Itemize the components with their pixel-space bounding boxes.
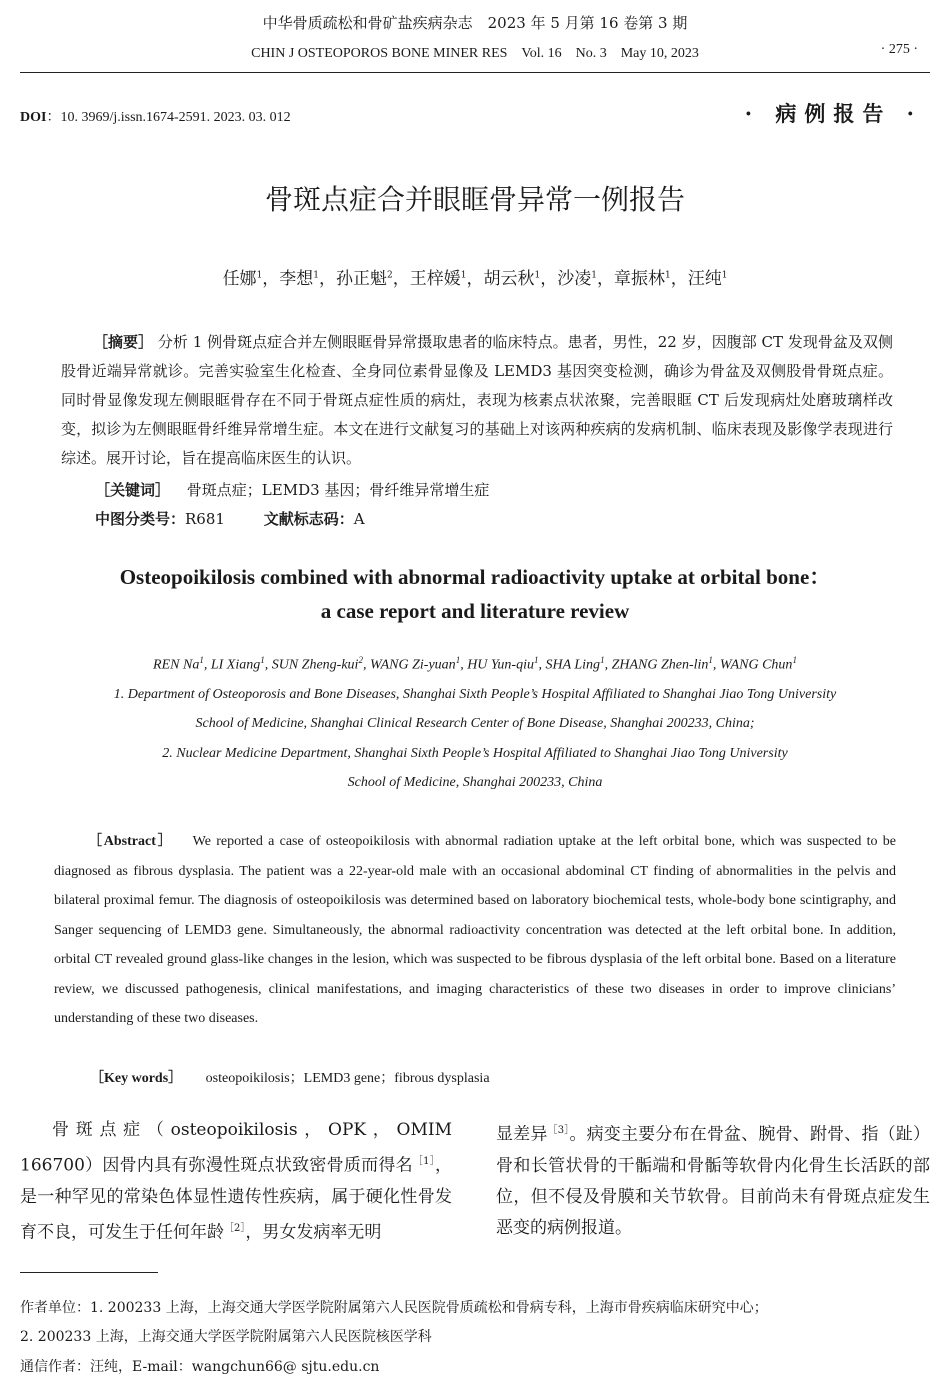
footnote-correspondence[interactable]: 通信作者：汪纯，E-mail：wangchun66@ sjtu.edu.cn [20, 1359, 380, 1375]
author-affiliation-mark: 1 [792, 655, 797, 665]
header-rule [20, 72, 930, 73]
title-en [0, 560, 950, 628]
author-en: SHA Ling [545, 657, 601, 673]
abstract-cn [61, 328, 893, 473]
author-cn: 沙凌 [557, 269, 592, 289]
author-en: WANG Chun [719, 657, 793, 673]
author-en: ZHANG Zhen-lin [611, 657, 709, 673]
author-affiliation-mark: 2 [387, 270, 393, 281]
author-en: LI Xiang [210, 657, 261, 673]
citation-2[interactable]: ［2］ [224, 1222, 246, 1234]
citation-3[interactable]: ［3］ [547, 1125, 570, 1136]
author-affiliation-mark: 1 [534, 270, 541, 281]
journal-header-en: CHIN J OSTEOPOROS BONE MINER RES Vol. 16 No. 3 May 10, 2023 [251, 46, 699, 61]
keywords-cn [95, 479, 489, 500]
clc-label: 中图分类号： [95, 510, 186, 528]
keywords-en-label: ［Key words］ [90, 1071, 183, 1086]
body-text: ，是一种罕见的常染色体显性遗传性疾病，属于硬化性骨发育不良，可发生于任何年龄 [20, 1155, 452, 1243]
affiliation-2a: 2. Nuclear Medicine Department, Shanghai Sixth People’s Hospital Affiliated to Shanghai Jiao Tong University [162, 746, 788, 761]
body-text: 。病变主要分布在骨盆、腕骨、跗骨、指（趾）骨和长管状骨的干骺端和骨骺等软骨内化骨生长活跃的部位，但不侵及骨膜和关节软骨。目前尚未有骨斑点症发生恶变的病例报道。 [496, 1124, 931, 1238]
doc-code-label: 文献标志码： [263, 510, 354, 528]
clc-value: R681 [185, 510, 225, 528]
abstract-en [54, 827, 896, 1034]
authors-cn: 任娜$^1$，李想$^1$，孙正魁$^2$，王梓媛$^1$，胡云秋$^1$，沙凌$^1$，章振林$^1$，汪纯$^1$ [222, 269, 728, 289]
author-cn: 汪纯 [687, 269, 722, 289]
affiliation-1b: School of Medicine, Shanghai Clinical Research Center of Bone Disease, Shanghai 200233, China; [195, 716, 755, 731]
author-affiliation-mark: 1 [260, 655, 265, 665]
author-affiliation-mark: 1 [256, 270, 263, 281]
keywords-cn-label: ［关键词］ [95, 481, 171, 499]
author-en: SUN Zheng-kui [271, 657, 359, 673]
body-text: 显差异 [496, 1124, 548, 1145]
footnote-affiliation-2: 2. 200233 上海，上海交通大学医学院附属第六人民医院核医学科 [20, 1329, 432, 1345]
author-en: HU Yun-qiu [467, 657, 534, 673]
abstract-cn-label: ［摘要］ [93, 333, 154, 351]
author-affiliation-mark: 1 [591, 270, 597, 281]
doi-label: DOI [20, 110, 47, 125]
author-affiliation-mark: 1 [533, 655, 539, 665]
footnote-rule [20, 1272, 158, 1273]
author-affiliation-mark: 1 [455, 655, 461, 665]
author-affiliation-mark: 1 [721, 270, 728, 281]
author-cn: 章振林 [613, 269, 665, 289]
author-cn: 任娜 [222, 269, 257, 289]
title-en-line2: a case report and literature review [320, 599, 630, 623]
author-affiliation-mark: 1 [708, 655, 713, 665]
column-label: · 病例报告 · [744, 101, 922, 126]
author-cn: 王梓媛 [409, 269, 461, 289]
abstract-en-text: We reported a case of osteopoikilosis with abnormal radiation uptake at the left orbital bone, which was suspected to be diagnosed as fibrous dysplasia. The patient was a 22-year-old male with an occasional abdominal CT finding of abnormalities in the pelvis and bilateral proximal femur. The diagnosis of osteopoikilosis was determined based on laboratory biochemical tests, whole-body bone scintigraphy, and Sanger sequencing of LEMD3 gene. Simultaneously, the abnormal radioactivity concentration was detected at the left orbital bone. In addition, orbital CT revealed ground glass-like changes in the lesion, which was suspected to be fibrous dysplasia of the left orbital bone. Based on a literature review, we discussed pathogenesis, clinical manifestations, and imaging characteristics of these two diseases in order to improve clinicians’ understanding of these two diseases. [54, 834, 896, 1026]
body-right-column [496, 1115, 930, 1244]
author-affiliation-mark: 1 [664, 270, 671, 281]
classification [95, 508, 365, 529]
author-affiliation-mark: 1 [600, 655, 605, 665]
body-text: ，男女发病率无明 [245, 1222, 382, 1243]
author-affiliation-mark: 2 [358, 655, 363, 665]
author-cn: 胡云秋 [483, 269, 535, 289]
doi [20, 106, 291, 126]
author-affiliation-mark: 1 [199, 655, 204, 665]
author-en: WANG Zi-yuan [369, 657, 456, 673]
body-left-column [20, 1115, 452, 1248]
doi-value: ：10. 3969/j.issn.1674-2591. 2023. 03. 012 [46, 110, 291, 125]
keywords-cn-text: 骨斑点症；LEMD3 基因；骨纤维异常增生症 [186, 481, 490, 499]
footnote-affiliation-1: 作者单位：1. 200233 上海，上海交通大学医学院附属第六人民医院骨质疏松和骨病专科，上海市骨疾病临床研究中心； [20, 1300, 768, 1316]
affiliation-1a: 1. Department of Osteoporosis and Bone Diseases, Shanghai Sixth People’s Hospital Affiliated to Shanghai Jiao Tong University [113, 687, 837, 702]
journal-header-cn: 中华骨质疏松和骨矿盐疾病杂志 2023 年 5 月第 16 卷第 3 期 [262, 14, 688, 32]
author-affiliation-mark: 1 [460, 270, 467, 281]
keywords-en-text: osteopoikilosis；LEMD3 gene；fibrous dysplasia [205, 1071, 490, 1086]
page-number: · 275 · [880, 42, 918, 57]
author-cn: 李想 [279, 269, 314, 289]
title-cn: 骨斑点症合并眼眶骨异常一例报告 [264, 183, 685, 216]
body-text: 骨斑点症（osteopoikilosis，OPK，OMIM 166700）因骨内具有弥漫性斑点状致密骨质而得名 [20, 1120, 452, 1176]
keywords-en [90, 1067, 490, 1087]
affiliation-2b: School of Medicine, Shanghai 200233, China [347, 775, 603, 790]
title-en-line1: Osteopoikilosis combined with abnormal radioactivity uptake at orbital bone： [119, 565, 831, 589]
abstract-cn-text: 分析 1 例骨斑点症合并左侧眼眶骨异常摄取患者的临床特点。患者，男性，22 岁，因腹部 CT 发现骨盆及双侧股骨近端异常就诊。完善实验室生化检查、全身同位素骨显像及 LEMD3 基因突变检测，确诊为骨盆及双侧股骨骨斑点症。同时骨显像发现左侧眼眶骨存在不同于骨斑点症性质的病灶，表现为核素点状浓聚，完善眼眶 CT 后发现病灶处磨玻璃样改变，拟诊为左侧眼眶骨纤维异常增生症。本文在进行文献复习的基础上对该两种疾病的发病机制、临床表现及影像学表现进行综述。展开讨论，旨在提高临床医生的认识。 [61, 333, 893, 467]
author-affiliation-mark: 1 [313, 270, 320, 281]
author-cn: 孙正魁 [336, 269, 388, 289]
citation-1[interactable]: ［1］ [412, 1156, 435, 1167]
abstract-en-label: ［Abstract］ [88, 834, 174, 849]
author-en: REN Na [153, 657, 200, 673]
doc-code-value: A [353, 510, 365, 528]
authors-en: REN Na$^1$, LI Xiang$^1$, SUN Zheng-kui$^2$, WANG Zi-yuan$^1$, HU Yun-qiu$^1$, SHA Ling$^1$, ZHANG Zhen-lin$^1$, WANG Chun$^1$ [153, 655, 797, 673]
